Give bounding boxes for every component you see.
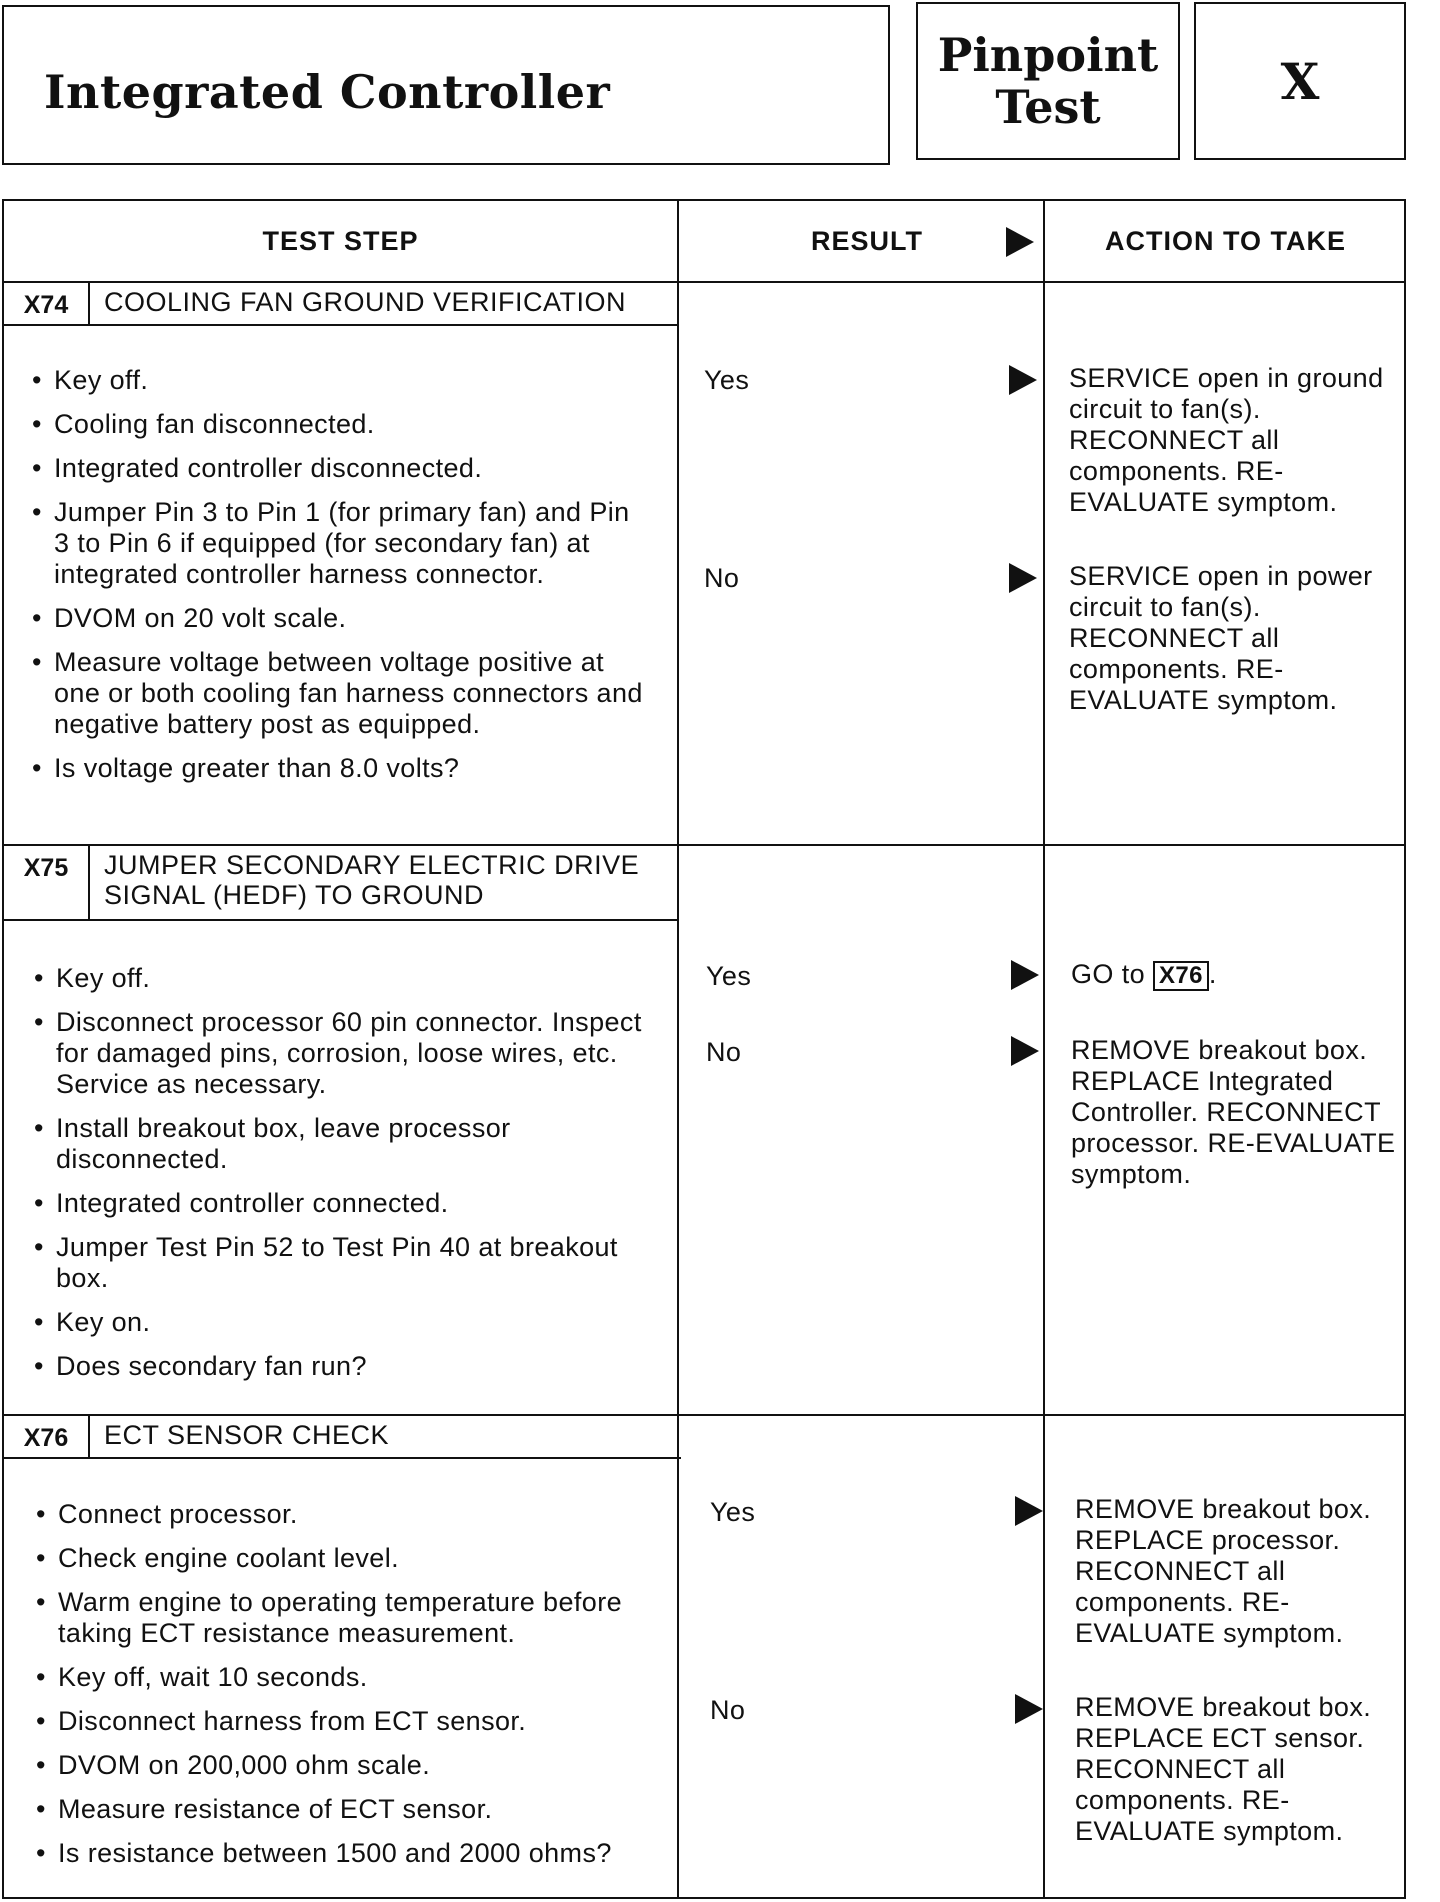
arrow-right-icon: [1006, 227, 1034, 257]
result-no: No: [704, 563, 740, 593]
instruction-item: • Cooling fan disconnected.: [32, 409, 652, 440]
arrow-right-icon: [1015, 1496, 1043, 1526]
instruction-item: • Integrated controller disconnected.: [32, 453, 652, 484]
result-yes: Yes: [704, 365, 750, 395]
instruction-item: • Jumper Test Pin 52 to Test Pin 40 at breakout box.: [34, 1232, 654, 1294]
step-header-x75: [4, 846, 677, 921]
arrow-right-icon: [1009, 365, 1037, 395]
instruction-item: • Install breakout box, leave processor disconnected.: [34, 1113, 654, 1175]
instruction-item: • Is resistance between 1500 and 2000 ohms?: [36, 1838, 661, 1869]
action-go-to-label: GO to: [1071, 959, 1146, 989]
step-id: X74: [4, 283, 90, 324]
instruction-item: • Key off.: [34, 963, 654, 994]
step-id: X75: [4, 846, 90, 919]
result-no: No: [706, 1037, 742, 1067]
instruction-item: • DVOM on 200,000 ohm scale.: [36, 1750, 661, 1781]
action-text: SERVICE open in power circuit to fan(s). RECONNECT all components. RE-EVALUATE symptom.: [1069, 561, 1373, 715]
step-title: COOLING FAN GROUND VERIFICATION: [104, 287, 627, 317]
pinpoint-test-box: [916, 2, 1180, 160]
step-x75-instructions: [34, 963, 654, 1395]
arrow-right-icon: [1011, 960, 1039, 990]
instruction-item: • Is voltage greater than 8.0 volts?: [32, 753, 652, 784]
instruction-item: • DVOM on 20 volt scale.: [32, 603, 652, 634]
document-title: Integrated Controller: [44, 65, 611, 119]
action-text: REMOVE breakout box. REPLACE processor. RECONNECT all components. RE-EVALUATE symptom.: [1075, 1494, 1372, 1648]
column-header-action: ACTION TO TAKE: [1105, 225, 1346, 256]
action-text: REMOVE breakout box. REPLACE ECT sensor. RECONNECT all components. RE-EVALUATE symptom.: [1075, 1692, 1372, 1846]
instruction-item: • Check engine coolant level.: [36, 1543, 661, 1574]
step-id: X76: [4, 1416, 90, 1457]
instruction-item: • Warm engine to operating temperature before taking ECT resistance measurement.: [36, 1587, 661, 1649]
result-no: No: [710, 1695, 746, 1725]
result-yes: Yes: [710, 1497, 756, 1527]
result-yes: Yes: [706, 961, 752, 991]
column-header-test-step: TEST STEP: [262, 225, 419, 256]
column-divider: [677, 201, 679, 1897]
instruction-item: • Disconnect harness from ECT sensor.: [36, 1706, 661, 1737]
instruction-item: • Disconnect processor 60 pin connector. Inspect for damaged pins, corrosion, loose wires, etc. Service as necessary.: [34, 1007, 654, 1100]
instruction-item: • Key off.: [32, 365, 652, 396]
arrow-right-icon: [1009, 563, 1037, 593]
result-header-label: RESULT: [811, 225, 923, 256]
pinpoint-label-line1: Pinpoint: [937, 28, 1159, 82]
step-x76-instructions: [36, 1499, 661, 1882]
instruction-item: • Key off, wait 10 seconds.: [36, 1662, 661, 1693]
test-letter: X: [1280, 51, 1320, 111]
column-divider: [1043, 201, 1045, 1897]
test-letter-box: [1194, 2, 1406, 160]
step-header-x76: [4, 1416, 681, 1459]
document-title-box: [2, 5, 890, 165]
action-text: SERVICE open in ground circuit to fan(s). RECONNECT all components. RE-EVALUATE symptom.: [1069, 363, 1384, 517]
pinpoint-label-line2: Test: [995, 80, 1101, 134]
arrow-right-icon: [1015, 1694, 1043, 1724]
instruction-item: • Jumper Pin 3 to Pin 1 (for primary fan) and Pin 3 to Pin 6 if equipped (for secondary fan) at integrated controller harness connector.: [32, 497, 652, 590]
column-header-result: [679, 201, 1043, 281]
pinpoint-test-table: [2, 199, 1406, 1899]
instruction-item: • Measure resistance of ECT sensor.: [36, 1794, 661, 1825]
step-header-x74: [4, 283, 677, 326]
arrow-right-icon: [1011, 1036, 1039, 1066]
action-go-to-suffix: .: [1208, 959, 1217, 989]
step-title: JUMPER SECONDARY ELECTRIC DRIVE SIGNAL (HEDF) TO GROUND: [104, 850, 640, 910]
action-text: REMOVE breakout box. REPLACE Integrated Controller. RECONNECT processor. RE-EVALUATE symptom.: [1071, 1035, 1396, 1189]
step-title: ECT SENSOR CHECK: [104, 1420, 390, 1450]
instruction-item: • Key on.: [34, 1307, 654, 1338]
step-reference-x76: X76: [1153, 961, 1209, 991]
instruction-item: • Connect processor.: [36, 1499, 661, 1530]
instruction-item: • Integrated controller connected.: [34, 1188, 654, 1219]
action-go-to: [1071, 959, 1396, 991]
instruction-item: • Measure voltage between voltage positive at one or both cooling fan harness connectors and negative battery post as equipped.: [32, 647, 652, 740]
instruction-item: • Does secondary fan run?: [34, 1351, 654, 1382]
step-x74-instructions: [32, 365, 652, 797]
